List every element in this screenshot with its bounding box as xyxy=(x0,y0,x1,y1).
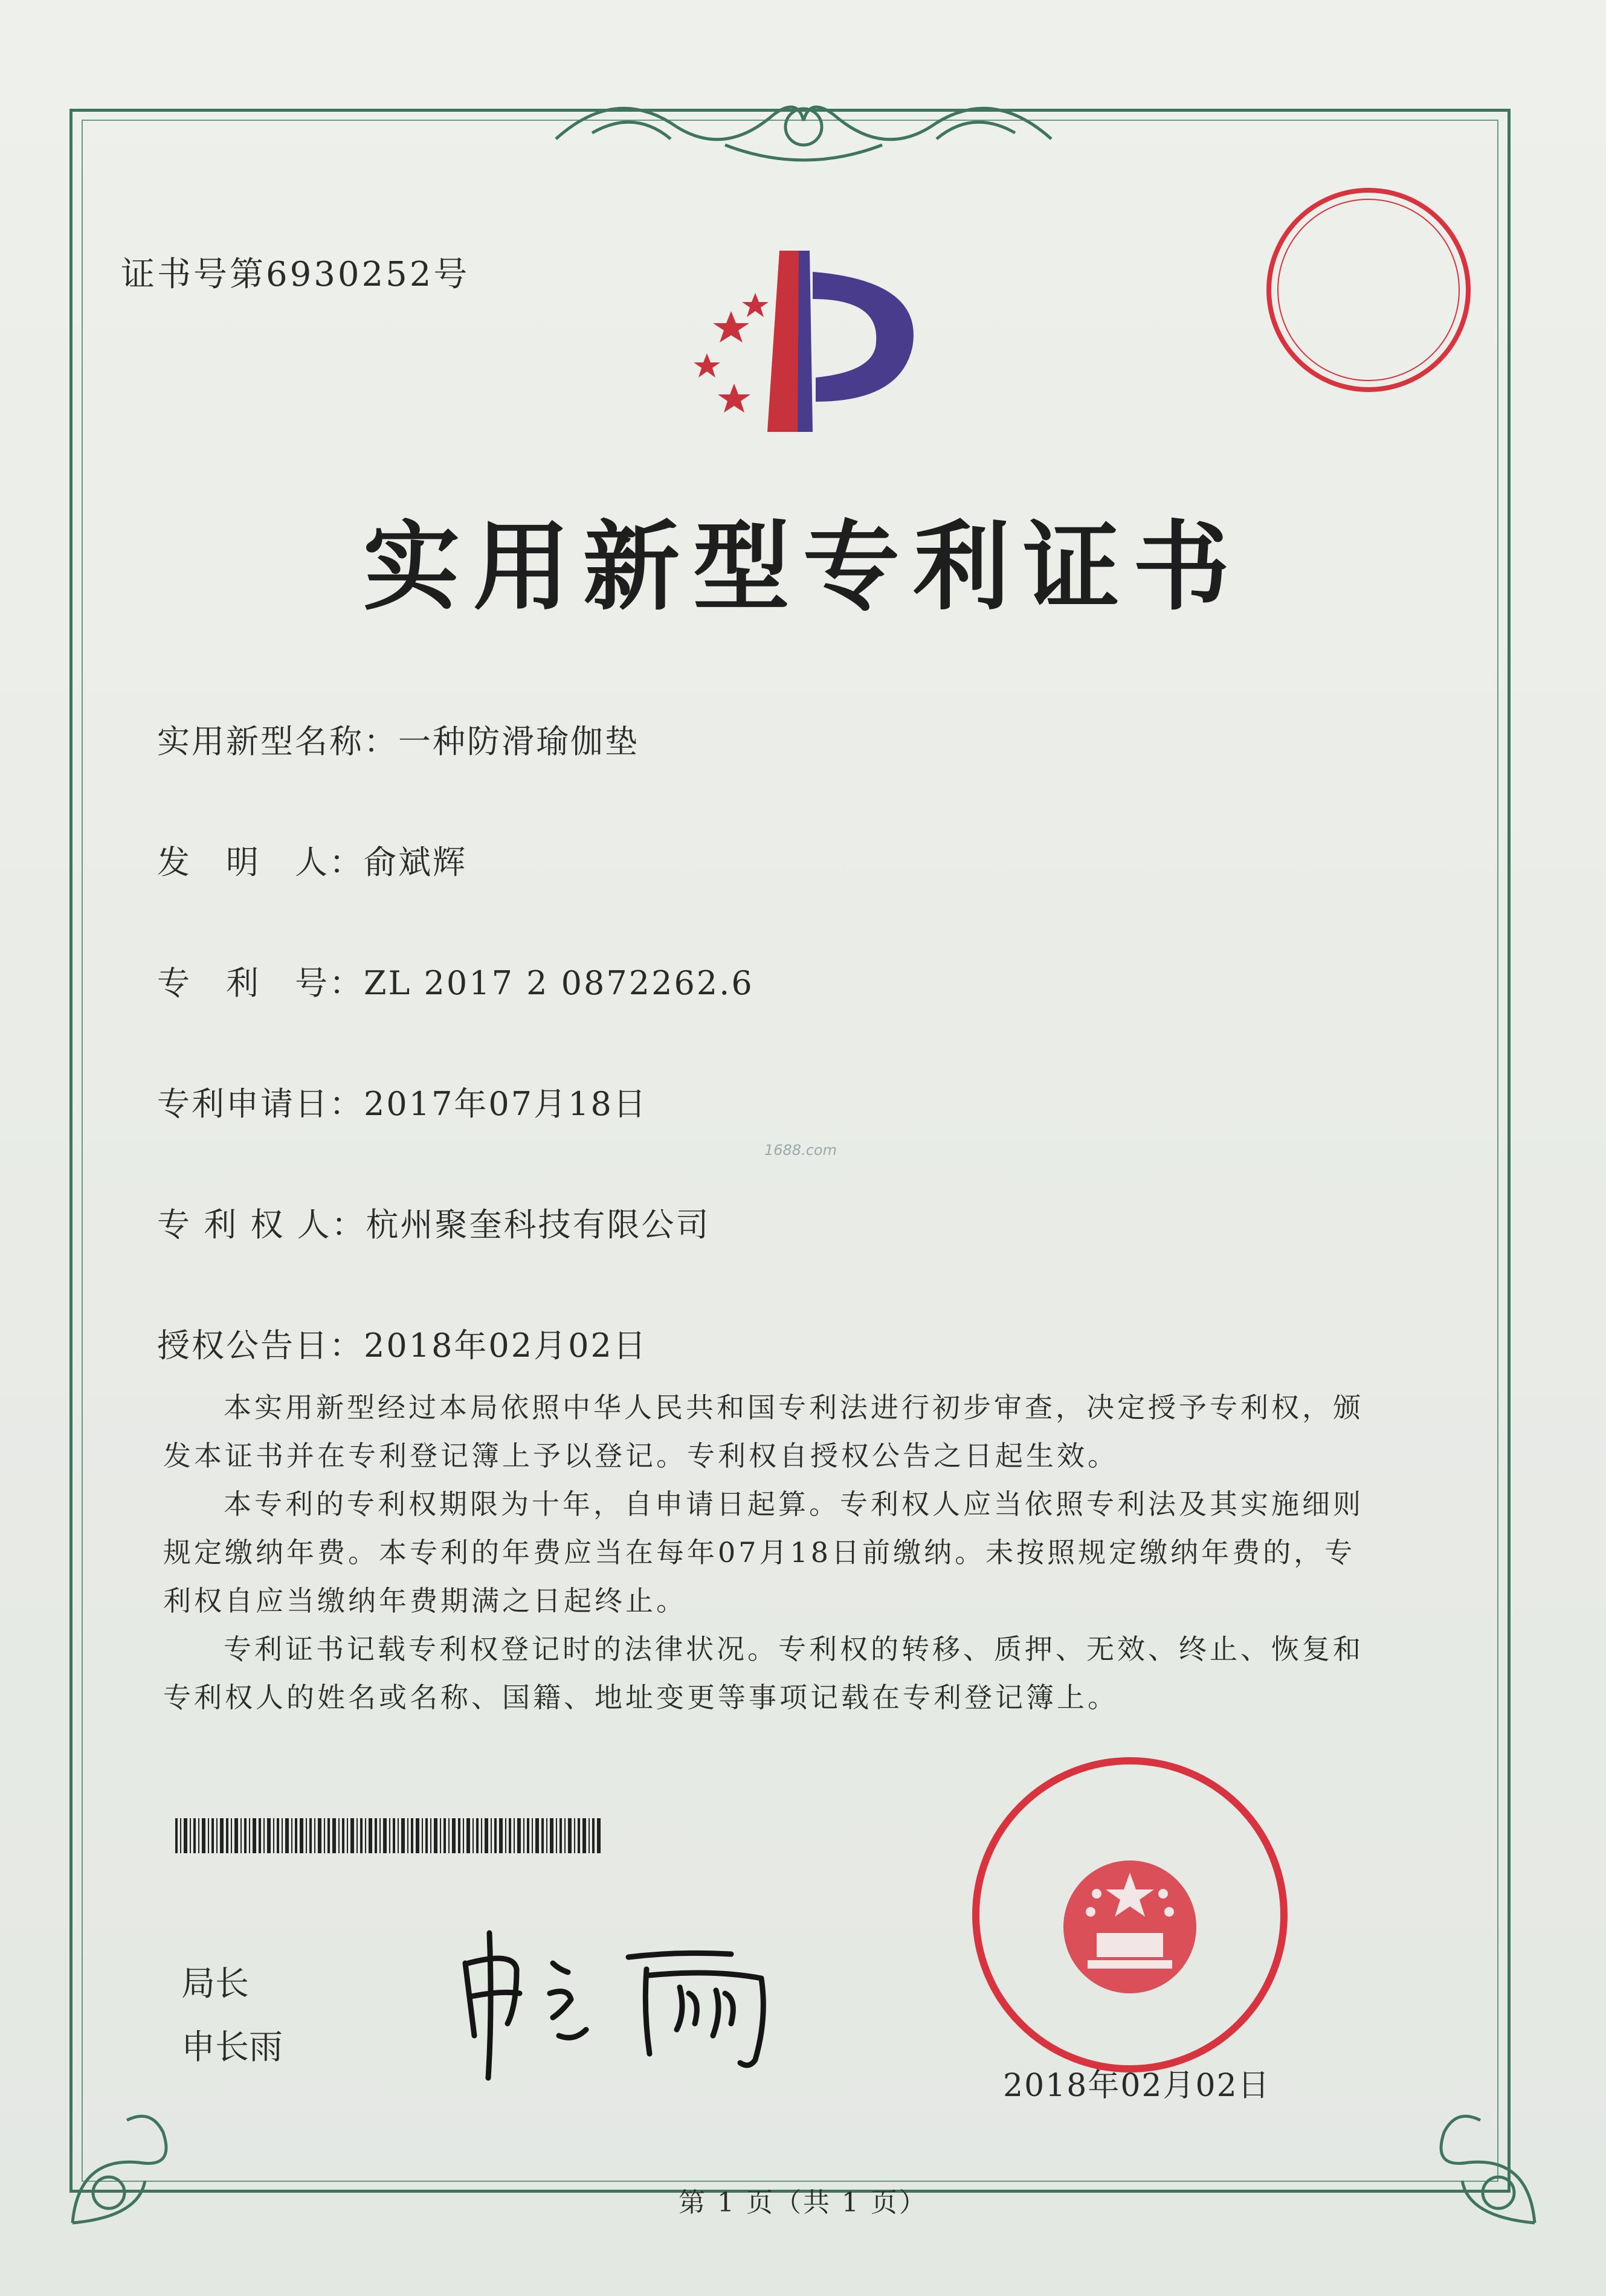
inventor-value: 俞斌辉 xyxy=(364,843,467,881)
patentee-row xyxy=(157,1199,711,1246)
filing-date-label: 专利申请日： xyxy=(157,1085,364,1123)
certificate-title: 实用新型专利证书 xyxy=(363,510,1243,623)
grant-date-label: 授权公告日： xyxy=(157,1326,364,1365)
body-paragraph-2: 本专利的专利权期限为十年，自申请日起算。专利权人应当依照专利法及其实施细则规定缴纳年费。本专利的年费应当在每年07月18日前缴纳。未按照规定缴纳年费的，专利权自应当缴纳年费期满之日起终止。 xyxy=(163,1488,1364,1617)
patent-number-label: 专 利 号： xyxy=(157,964,364,1002)
filing-date-value: 2017年07月18日 xyxy=(364,1085,648,1123)
director-name: 申长雨 xyxy=(181,2028,283,2067)
director-title: 局长 xyxy=(181,1964,249,2004)
issue-date: 2018年02月02日 xyxy=(1003,2068,1271,2104)
cnipa-logo-icon xyxy=(671,239,937,444)
utility-model-name-row xyxy=(157,716,639,762)
page-number: 第 1 页（共 1 页） xyxy=(679,2187,927,2218)
watermark: 1688.com xyxy=(764,1142,837,1159)
filing-date-row xyxy=(157,1078,648,1125)
tax-stamp-icon xyxy=(1260,181,1477,399)
utility-model-name-value: 一种防滑瑜伽垫 xyxy=(398,722,639,761)
grant-date-row xyxy=(157,1320,648,1366)
patent-number-value: ZL 2017 2 0872262.6 xyxy=(364,964,754,1002)
grant-date-value: 2018年02月02日 xyxy=(364,1326,648,1365)
patentee-value: 杭州聚奎科技有限公司 xyxy=(366,1206,711,1244)
utility-model-name-label: 实用新型名称： xyxy=(157,722,398,761)
certificate-number: 证书号第6930252号 xyxy=(121,255,470,294)
official-seal-icon xyxy=(967,1752,1293,2078)
patentee-label: 专 利 权 人： xyxy=(157,1206,366,1244)
signature-image xyxy=(447,1921,810,2090)
top-ornament xyxy=(544,72,1063,169)
body-paragraph-1: 本实用新型经过本局依照中华人民共和国专利法进行初步审查，决定授予专利权，颁发本证书并在专利登记簿上予以登记。专利权自授权公告之日起生效。 xyxy=(163,1391,1364,1472)
patent-number-row xyxy=(157,957,754,1004)
certificate-body xyxy=(163,1383,1384,1722)
body-paragraph-3: 专利证书记载专利权登记时的法律状况。专利权的转移、质押、无效、终止、恢复和专利权人的姓名或名称、国籍、地址变更等事项记载在专利登记簿上。 xyxy=(163,1633,1364,1714)
inventor-row xyxy=(157,837,467,883)
inventor-label: 发 明 人： xyxy=(157,843,364,881)
barcode-icon xyxy=(175,1818,601,1853)
